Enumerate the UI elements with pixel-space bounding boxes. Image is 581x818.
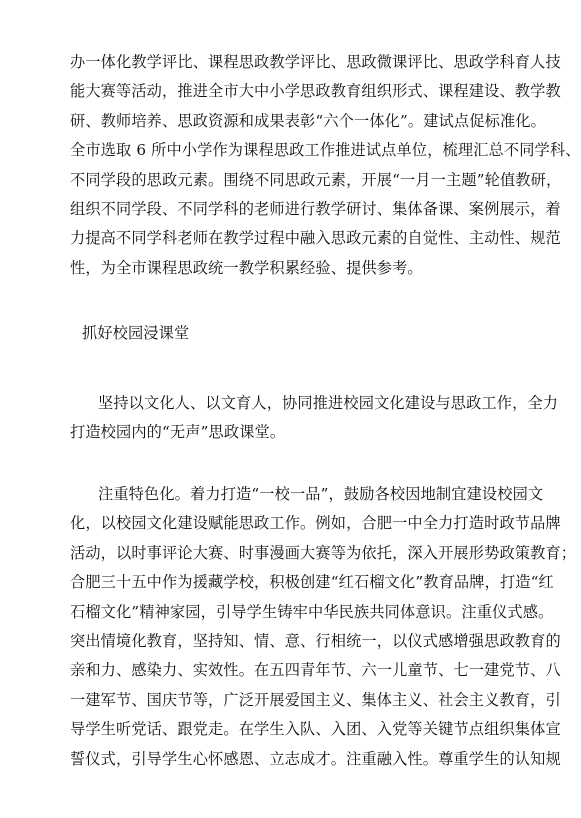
text-line: 能大赛等活动，推进全市大中小学思政教育组织形式、课程建设、教学教	[70, 82, 561, 101]
section-heading-text: 抓好校园浸课堂	[82, 324, 190, 342]
paragraph-campus-details	[70, 480, 577, 774]
text-line: 研、教师培养、思政资源和成果表彰“六个一体化”。建试点促标准化。	[70, 111, 546, 130]
text-line: 石榴文化”精神家园，引导学生铸牢中华民族共同体意识。注重仪式感。	[70, 602, 554, 621]
section-heading	[70, 319, 515, 348]
text-line: 亲和力、感染力、实效性。在五四青年节、六一儿童节、七一建党节、八	[70, 661, 561, 680]
text-line: 导学生听党话、跟党走。在学生入队、入团、入党等关键节点组织集体宣	[70, 720, 561, 739]
text-line: 突出情境化教育，坚持知、情、意、行相统一，以仪式感增强思政教育的	[70, 631, 561, 650]
text-line: 组织不同学段、不同学科的老师进行教学研讨、集体备课、案例展示，着	[70, 199, 561, 218]
text-line: 合肥三十五中作为援藏学校，积极创建“红石榴文化”教育品牌，打造“红	[70, 573, 554, 592]
text-line: 注重特色化。着力打造“一校一品”，鼓励各校因地制宜建设校园文	[98, 485, 544, 503]
text-line: 性，为全市课程思政统一教学积累经验、提供参考。	[70, 258, 423, 277]
paragraph-teaching-integration	[70, 48, 581, 283]
text-line: 誓仪式，引导学生心怀感恩、立志成才。注重融入性。尊重学生的认知规	[70, 749, 561, 768]
text-line: 一建军节、国庆节等，广泛开展爱国主义、集体主义、社会主义教育，引	[70, 690, 561, 709]
text-line: 化，以校园文化建设赋能思政工作。例如，合肥一中全力打造时政节品牌	[70, 514, 561, 533]
text-line: 力提高不同学科老师在教学过程中融入思政元素的自觉性、主动性、规范	[70, 229, 561, 248]
text-line: 打造校园内的“无声”思政课堂。	[70, 423, 286, 442]
text-line: 不同学段的思政元素。围绕不同思政元素，开展“一月一主题”轮值教研，	[70, 170, 562, 189]
text-line: 坚持以文化人、以文育人，协同推进校园文化建设与思政工作，全力	[98, 394, 559, 412]
text-line: 办一体化教学评比、课程思政教学评比、思政微课评比、思政学科育人技	[70, 53, 561, 71]
text-line: 活动，以时事评论大赛、时事漫画大赛等为依托，深入开展形势政策教育；	[70, 543, 577, 562]
paragraph-campus-intro	[70, 389, 559, 448]
text-line: 全市选取 6 所中小学作为课程思政工作推进试点单位，梳理汇总不同学科、	[70, 141, 581, 160]
